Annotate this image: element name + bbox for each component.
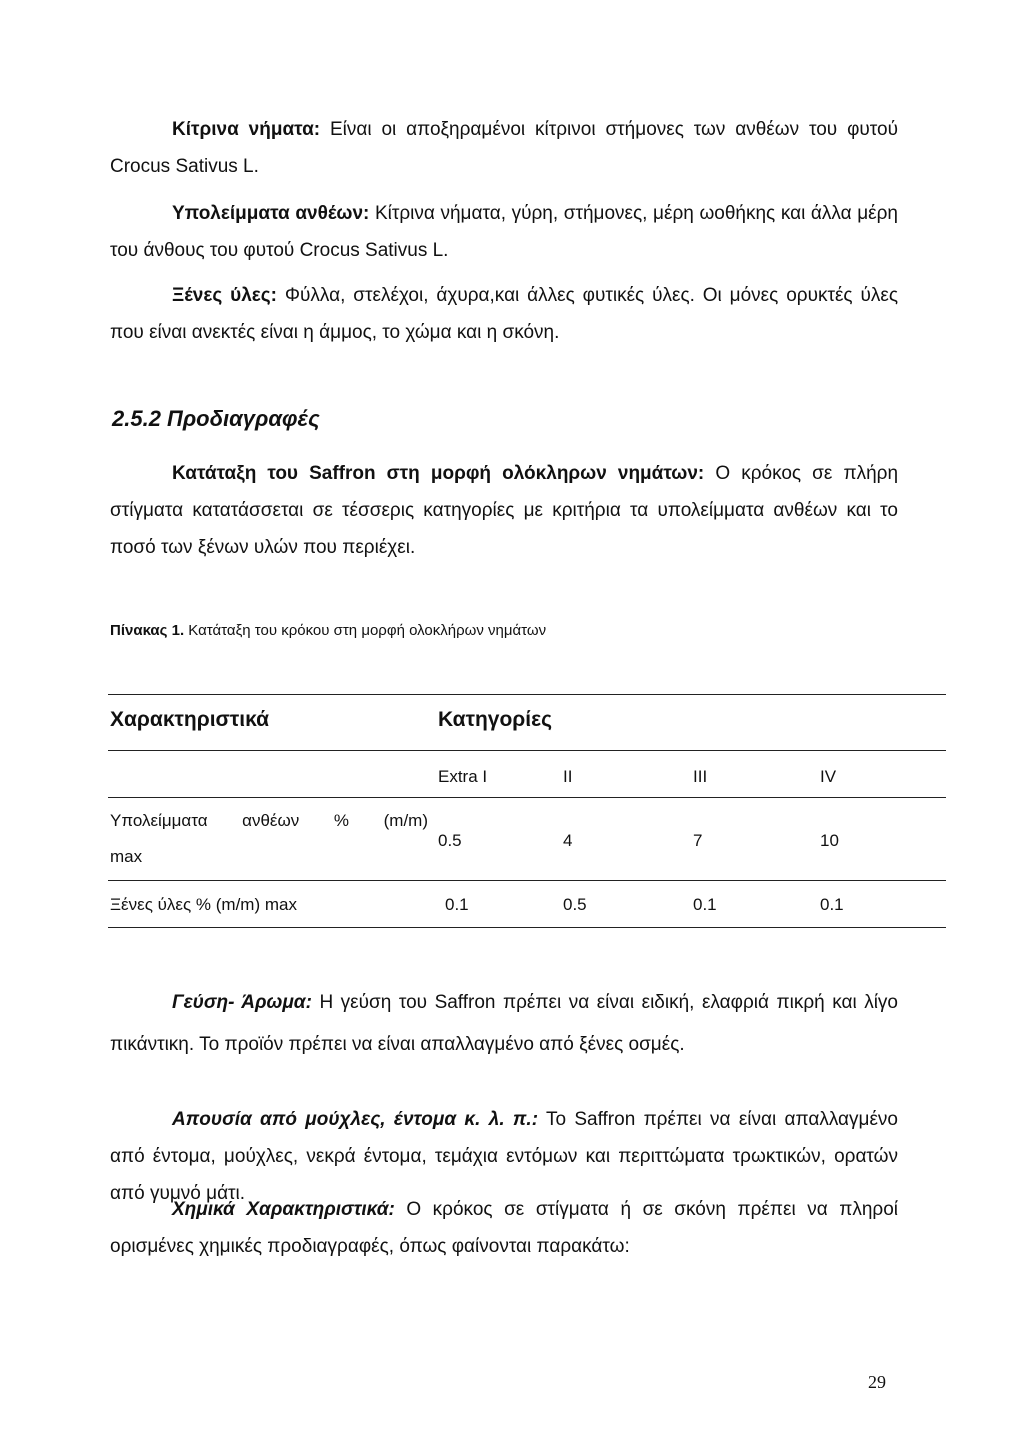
term-absence-of-mould: Απουσία από μούχλες, έντομα κ. λ. π.: bbox=[172, 1109, 539, 1130]
table-cell: 0.1 bbox=[693, 895, 717, 914]
classification-paragraph bbox=[110, 455, 898, 566]
table-cell: 0.5 bbox=[563, 895, 587, 914]
definition-foreign-matter bbox=[110, 277, 898, 351]
term-flower-residues: Υπολείμματα ανθέων: bbox=[172, 203, 370, 224]
header-characteristics: Χαρακτηριστικά bbox=[110, 708, 270, 731]
definition-text: Κίτρινα νήματα, γύρη, στήμονες, μέρη ωοθήκης και άλλα μέρη του άνθους του φυτού Crocus Sativus L. bbox=[110, 203, 898, 261]
term-taste-aroma: Γεύση- Άρωμα: bbox=[172, 992, 312, 1013]
paragraph-text: Το Saffron πρέπει να είναι απαλλαγμένο από έντομα, μούχλες, νεκρά έντομα, τεμάχια εντόμων και περιττώματα τρωκτικών, ορατών από γυμνό μάτι. bbox=[110, 1109, 898, 1204]
paragraph-text: Ο κρόκος σε πλήρη στίγματα κατατάσσεται σε τέσσερις κατηγορίες με κριτήρια τα υπολείμματα ανθέων και το ποσό των ξένων υλών που περιέχει. bbox=[110, 463, 899, 558]
table-cell: 7 bbox=[693, 831, 703, 850]
term-foreign-matter: Ξένες ύλες: bbox=[172, 285, 277, 306]
paragraph-text: Ο κρόκος σε στίγματα ή σε σκόνη πρέπει να πληροί ορισμένες χημικές προδιαγραφές, όπως φαίνονται παρακάτω: bbox=[110, 1199, 898, 1257]
taste-aroma-paragraph bbox=[110, 982, 898, 1066]
term-yellow-threads: Κίτρινα νήματα: bbox=[172, 119, 321, 140]
table-rule-header bbox=[108, 750, 946, 751]
table-cell: 0.1 bbox=[820, 895, 844, 914]
table-caption bbox=[110, 622, 546, 639]
definition-yellow-threads bbox=[110, 111, 898, 185]
category-iii: III bbox=[693, 767, 708, 786]
section-heading: 2.5.2 Προδιαγραφές bbox=[112, 406, 320, 431]
term-chemical-characteristics: Χημικά Χαρακτηριστικά: bbox=[172, 1199, 395, 1220]
table-caption-text: Κατάταξη του κρόκου στη μορφή ολοκλήρων νημάτων bbox=[184, 622, 547, 639]
category-iv: IV bbox=[820, 767, 837, 786]
page-number: 29 bbox=[868, 1372, 886, 1392]
chemical-characteristics-paragraph bbox=[110, 1191, 898, 1265]
table-rule-bottom bbox=[108, 927, 946, 928]
table-cell: 4 bbox=[563, 831, 573, 850]
row-label-flower-residues: Υπολείμματα ανθέων % (m/m) bbox=[110, 811, 428, 830]
definition-text: Είναι οι αποξηραμένοι κίτρινοι στήμονες των ανθέων του φυτού Crocus Sativus L. bbox=[110, 119, 898, 177]
row-label-foreign-matter: Ξένες ύλες % (m/m) max bbox=[110, 895, 297, 914]
table-cell: 10 bbox=[820, 831, 839, 850]
table-rule-top bbox=[108, 694, 946, 695]
term-classification: Κατάταξη του Saffron στη μορφή ολόκληρων νημάτων: bbox=[172, 463, 705, 484]
table-cell: 0.5 bbox=[438, 831, 462, 850]
definition-flower-residues bbox=[110, 195, 898, 269]
definition-text: Φύλλα, στελέχοι, άχυρα,και άλλες φυτικές ύλες. Οι μόνες ορυκτές ύλες που είναι ανεκτές είναι η άμμος, το χώμα και η σκόνη. bbox=[110, 285, 898, 343]
paragraph-text: Η γεύση του Saffron πρέπει να είναι ειδική, ελαφριά πικρή και λίγο πικάντικη. Το προϊόν πρέπει να είναι απαλλαγμένο από ξένες οσμές. bbox=[110, 992, 898, 1055]
category-extra-i: Extra I bbox=[438, 767, 488, 786]
table-rule-row1 bbox=[108, 880, 946, 881]
table-caption-label: Πίνακας 1. bbox=[110, 622, 185, 639]
table-cell: 0.1 bbox=[445, 895, 469, 914]
table-rule-categories bbox=[108, 797, 946, 798]
row-label-max: max bbox=[110, 847, 143, 866]
category-ii: II bbox=[563, 767, 573, 786]
header-categories: Κατηγορίες bbox=[438, 708, 553, 731]
